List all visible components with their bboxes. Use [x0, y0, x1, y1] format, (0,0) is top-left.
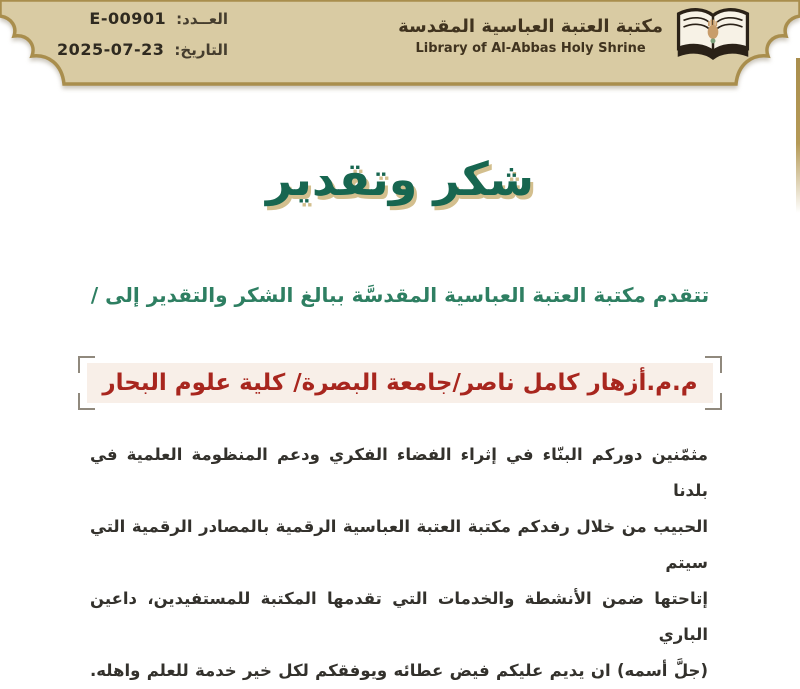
recipient-frame	[78, 356, 721, 410]
corner-mark-bottom-left	[78, 393, 95, 410]
intro-line: تتقدم مكتبة العتبة العباسية المقدسَّة ببالغ الشكر والتقدير إلى /	[90, 283, 710, 307]
document-number-value: E-00901	[89, 9, 167, 28]
body-line-1: مثمّنين دوركم البنّاء في إثراء الفضاء الفكري ودعم المنظومة العلمية في بلدنا	[90, 445, 708, 500]
body-paragraph	[90, 437, 708, 689]
library-logo-text	[398, 16, 663, 56]
logo-arabic-name: مكتبة العتبة العباسية المقدسة	[398, 16, 663, 37]
body-line-4: (جلَّ أسمه) ان يديم عليكم فيض عطائه ويوفقكم لكل خير خدمة للعلم واهله.	[90, 661, 708, 680]
recipient-name: م.م.أزهار كامل ناصر/جامعة البصرة/ كلية علوم البحار	[87, 363, 712, 403]
document-date-row	[57, 40, 228, 59]
document-number-row	[57, 9, 228, 28]
recipient-row	[0, 356, 800, 410]
body-line-3: إتاحتها ضمن الأنشطة والخدمات التي تقدمها المكتبة للمستفيدين، داعين الباري	[90, 589, 708, 644]
document-date-value: 2025-07-23	[57, 40, 165, 59]
document-number-label: العــدد:	[176, 10, 228, 28]
certificate-title: شكر وتقدير	[265, 152, 535, 206]
corner-mark-bottom-right	[705, 393, 722, 410]
header-meta	[57, 9, 228, 71]
corner-mark-top-left	[78, 356, 95, 373]
document-date-label: التاريخ:	[174, 41, 228, 59]
logo-english-name: Library of Al-Abbas Holy Shrine	[415, 41, 646, 56]
body-line-2: الحبيب من خلال رفدكم مكتبة العتبة العباسية الرقمية بالمصادر الرقمية التي سيتم	[90, 517, 708, 572]
open-book-icon	[672, 7, 754, 65]
corner-mark-top-right	[705, 356, 722, 373]
library-logo	[398, 7, 754, 65]
